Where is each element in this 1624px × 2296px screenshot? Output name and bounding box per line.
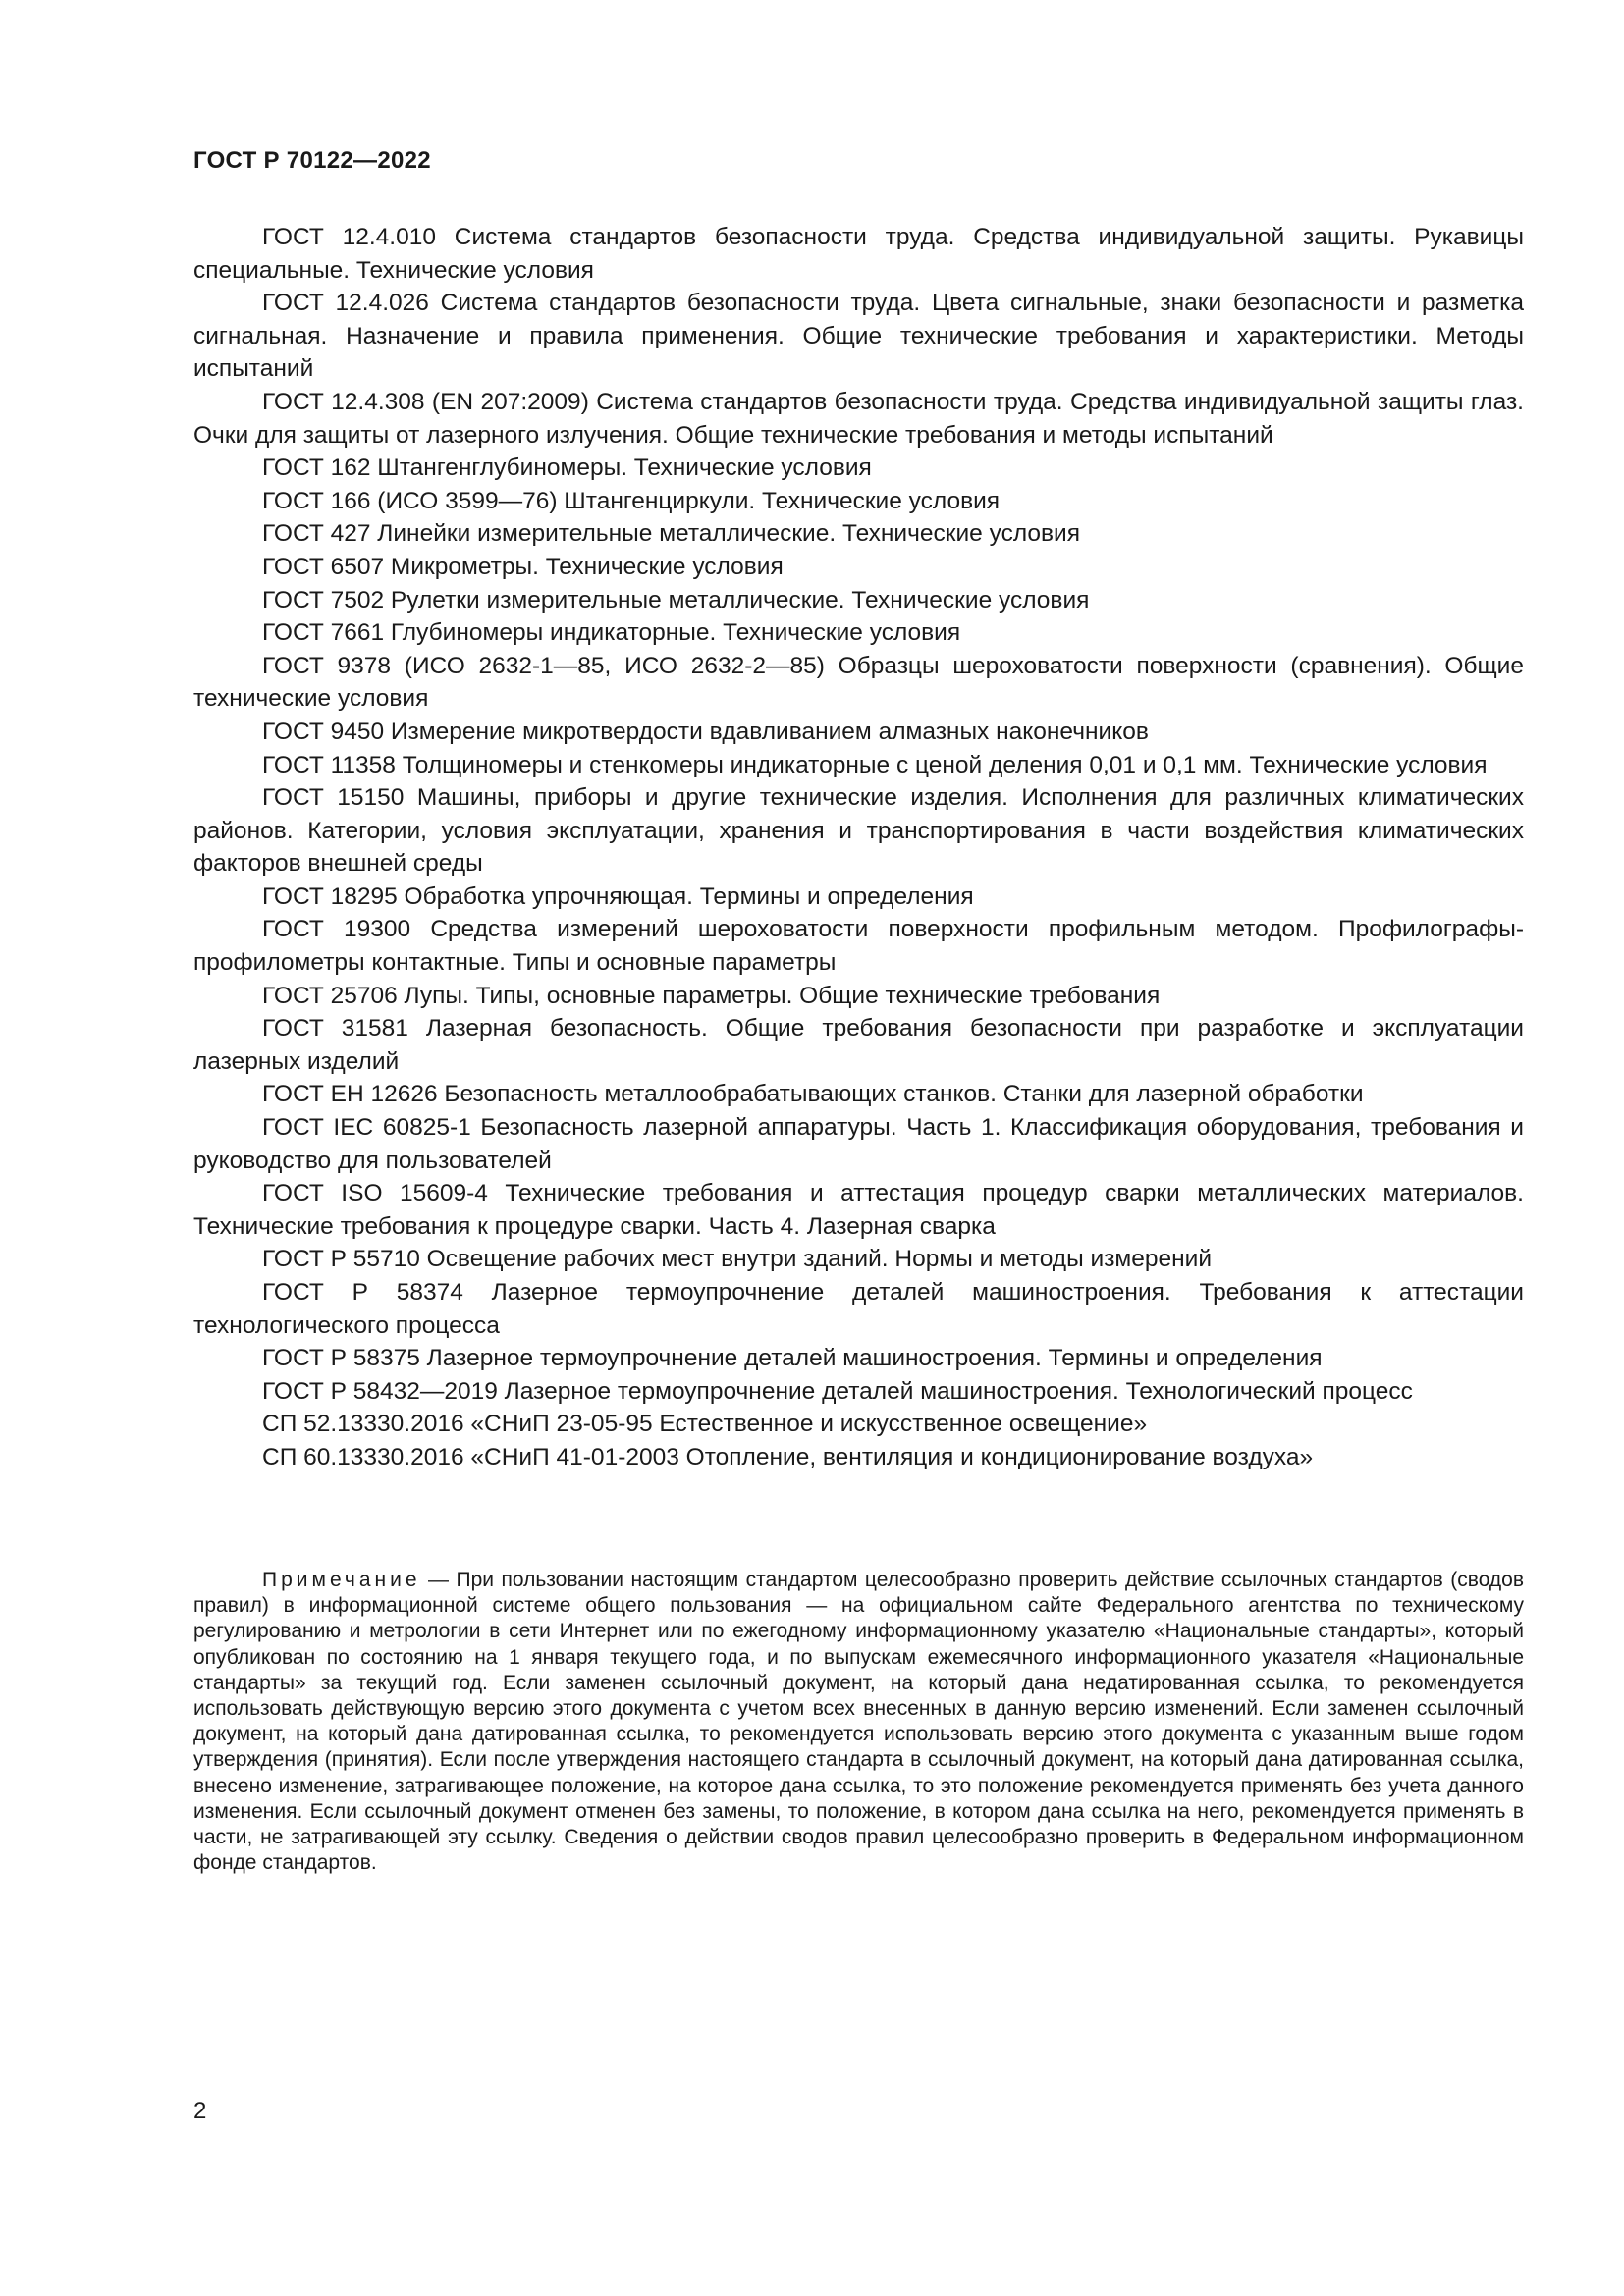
reference-item: ГОСТ 12.4.026 Система стандартов безопасности труда. Цвета сигнальные, знаки безопасности и разметка сигнальная. Назначение и правила применения. Общие технические требования и характеристики. Методы испытаний <box>193 290 1524 383</box>
reference-item: ГОСТ ЕН 12626 Безопасность металлообрабатывающих станков. Станки для лазерной обработки <box>262 1081 1364 1108</box>
reference-item: СП 60.13330.2016 «СНиП 41-01-2003 Отопление, вентиляция и кондиционирование воздуха» <box>262 1443 1314 1470</box>
reference-item: ГОСТ 9378 (ИСО 2632-1—85, ИСО 2632-2—85) Образцы шероховатости поверхности (сравнения). Общие технические условия <box>193 652 1524 713</box>
normative-references-list <box>193 221 1524 1474</box>
reference-item: ГОСТ Р 58374 Лазерное термоупрочнение деталей машиностроения. Требования к аттестации технологического процесса <box>193 1279 1524 1339</box>
reference-item: ГОСТ 7661 Глубиномеры индикаторные. Технические условия <box>262 619 961 647</box>
reference-item: ГОСТ 25706 Лупы. Типы, основные параметры. Общие технические требования <box>262 982 1161 1009</box>
reference-item: ГОСТ 9450 Измерение микротвердости вдавливанием алмазных наконечников <box>262 718 1149 745</box>
reference-item: ГОСТ 31581 Лазерная безопасность. Общие требования безопасности при разработке и эксплуатации лазерных изделий <box>193 1015 1524 1075</box>
page-number: 2 <box>193 2098 207 2124</box>
document-header: ГОСТ Р 70122—2022 <box>193 147 431 174</box>
reference-item: ГОСТ Р 58432—2019 Лазерное термоупрочнение деталей машиностроения. Технологический процесс <box>262 1377 1413 1405</box>
reference-item: ГОСТ 12.4.308 (EN 207:2009) Система стандартов безопасности труда. Средства индивидуальной защиты глаз. Очки для защиты от лазерного излучения. Общие технические требования и методы испытаний <box>193 388 1524 449</box>
reference-item: ГОСТ 18295 Обработка упрочняющая. Термины и определения <box>262 882 974 910</box>
reference-item: ГОСТ 6507 Микрометры. Технические условия <box>262 553 784 580</box>
reference-item: ГОСТ Р 58375 Лазерное термоупрочнение деталей машиностроения. Термины и определения <box>262 1345 1323 1372</box>
note-label: Примечание <box>262 1569 421 1591</box>
note-text: — При пользовании настоящим стандартом целесообразно проверить действие ссылочных стандартов (сводов правил) в информационной системе общего пользования — на официальном сайте Федерального агентства по техническому регулированию и метрологии в сети Интернет или по ежегодному информационному указателю «Национальные стандарты», который опубликован по состоянию на 1 января текущего года, и по выпускам ежемесячного информационного указателя «Национальные стандарты» за текущий год. Если заменен ссылочный документ, на который дана недатированная ссылка, то рекомендуется использовать действующую версию этого документа с учетом всех внесенных в данную версию изменений. Если заменен ссылочный документ, на который дана датированная ссылка, то рекомендуется использовать версию этого документа с указанным выше годом утверждения (принятия). Если после утверждения настоящего стандарта в ссылочный документ, на который дана датированная ссылка, внесено изменение, затрагивающее положение, на которое дана ссылка, то это положение рекомендуется применять без учета данного изменения. Если ссылочный документ отменен без замены, то положение, в котором дана ссылка на него, рекомендуется применять в части, не затрагивающей эту ссылку. Сведения о действии сводов правил целесообразно проверить в Федеральном информационном фонде стандартов. <box>193 1569 1524 1875</box>
reference-item: ГОСТ ISO 15609-4 Технические требования и аттестация процедур сварки металлических материалов. Технические требования к процедуре сварки. Часть 4. Лазерная сварка <box>193 1180 1524 1240</box>
reference-item: ГОСТ 166 (ИСО 3599—76) Штангенциркули. Технические условия <box>262 487 1001 514</box>
reference-item: ГОСТ Р 55710 Освещение рабочих мест внутри зданий. Нормы и методы измерений <box>262 1246 1213 1273</box>
reference-item: ГОСТ IEC 60825-1 Безопасность лазерной аппаратуры. Часть 1. Классификация оборудования, требования и руководство для пользователей <box>193 1114 1524 1174</box>
reference-item: СП 52.13330.2016 «СНиП 23-05-95 Естественное и искусственное освещение» <box>262 1411 1148 1438</box>
reference-item: ГОСТ 11358 Толщиномеры и стенкомеры индикаторные с ценой деления 0,01 и 0,1 мм. Технические условия <box>262 751 1488 778</box>
reference-item: ГОСТ 7502 Рулетки измерительные металлические. Технические условия <box>262 586 1090 614</box>
reference-item: ГОСТ 12.4.010 Система стандартов безопасности труда. Средства индивидуальной защиты. Рукавицы специальные. Технические условия <box>193 224 1524 284</box>
reference-item: ГОСТ 15150 Машины, приборы и другие технические изделия. Исполнения для различных климатических районов. Категории, условия эксплуатации, хранения и транспортирования в части воздействия климатических факторов внешней среды <box>193 784 1524 878</box>
note-paragraph <box>193 1568 1524 1876</box>
reference-item: ГОСТ 162 Штангенглубиномеры. Технические условия <box>262 454 872 482</box>
reference-item: ГОСТ 427 Линейки измерительные металлические. Технические условия <box>262 520 1080 548</box>
reference-item: ГОСТ 19300 Средства измерений шероховатости поверхности профильным методом. Профилографы-профилометры контактные. Типы и основные параметры <box>193 916 1524 977</box>
